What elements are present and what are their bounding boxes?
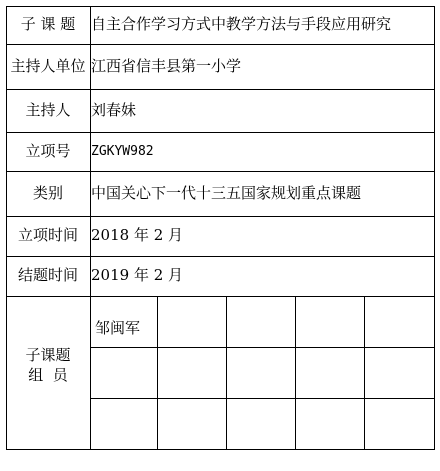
project-info-form [6, 6, 435, 450]
group-label-line2: 组 员 [28, 366, 68, 384]
row-divider [6, 216, 435, 217]
row-divider [6, 296, 435, 297]
row-divider [6, 171, 435, 172]
project-number-label: 立项号 [25, 142, 71, 160]
border-bottom [6, 449, 435, 450]
host-unit-value: 江西省信丰县第一小学 [91, 57, 242, 75]
completion-date-label: 结题时间 [17, 266, 78, 284]
grid-col-divider [364, 296, 365, 450]
approval-date-value: 2018 年 2 月 [91, 226, 184, 244]
category-value: 中国关心下一代十三五国家规划重点课题 [91, 184, 362, 202]
project-number-value: ZGKYW982 [91, 144, 154, 159]
approval-date-label: 立项时间 [17, 226, 78, 244]
host-label: 主持人 [25, 101, 71, 119]
border-right [434, 6, 435, 450]
grid-row-divider [90, 398, 435, 399]
row-divider [6, 256, 435, 257]
border-top [6, 6, 435, 7]
grid-col-divider [295, 296, 296, 450]
category-label: 类别 [32, 184, 63, 202]
completion-date-value: 2019 年 2 月 [91, 266, 184, 284]
host-value: 刘春妹 [91, 101, 137, 119]
row-divider [6, 89, 435, 90]
grid-col-divider [226, 296, 227, 450]
host-unit-label: 主持人单位 [10, 57, 86, 75]
group-member-1: 邹闽军 [95, 319, 141, 337]
group-label-line1: 子课题 [25, 346, 71, 364]
subproject-value: 自主合作学习方式中教学方法与手段应用研究 [91, 15, 392, 33]
row-divider [6, 132, 435, 133]
subproject-label: 子 课 题 [20, 15, 76, 33]
grid-col-divider [157, 296, 158, 450]
grid-row-divider [90, 347, 435, 348]
row-divider [6, 44, 435, 45]
group-members-label [6, 345, 90, 385]
